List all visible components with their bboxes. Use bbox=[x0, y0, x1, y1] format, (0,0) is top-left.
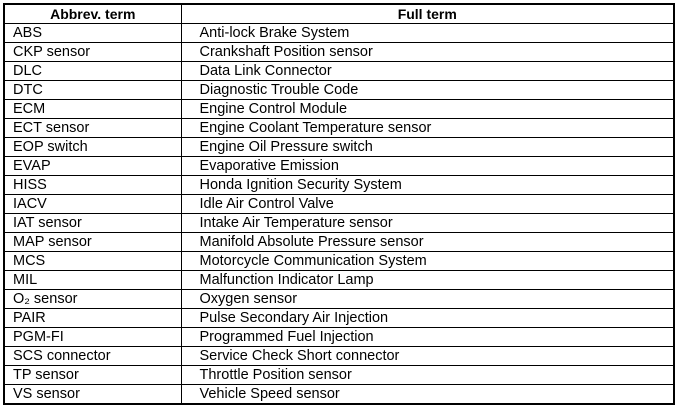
full-term-cell: Oxygen sensor bbox=[181, 290, 674, 309]
table-row bbox=[4, 366, 674, 385]
full-term-cell: Pulse Secondary Air Injection bbox=[181, 309, 674, 328]
table-row bbox=[4, 347, 674, 366]
header-abbrev-term: Abbrev. term bbox=[4, 4, 181, 24]
abbrev-cell: PGM-FI bbox=[4, 328, 181, 347]
full-term-cell: Vehicle Speed sensor bbox=[181, 385, 674, 405]
table-row bbox=[4, 100, 674, 119]
abbrev-cell: IACV bbox=[4, 195, 181, 214]
table-row bbox=[4, 81, 674, 100]
table-row bbox=[4, 62, 674, 81]
abbrev-cell: ABS bbox=[4, 24, 181, 43]
full-term-cell: Motorcycle Communication System bbox=[181, 252, 674, 271]
table-row bbox=[4, 119, 674, 138]
abbrev-cell: IAT sensor bbox=[4, 214, 181, 233]
abbrev-cell: ECT sensor bbox=[4, 119, 181, 138]
table-row bbox=[4, 252, 674, 271]
full-term-cell: Honda Ignition Security System bbox=[181, 176, 674, 195]
abbrev-cell: SCS connector bbox=[4, 347, 181, 366]
full-term-cell: Engine Oil Pressure switch bbox=[181, 138, 674, 157]
abbrev-cell: HISS bbox=[4, 176, 181, 195]
abbrev-cell: DTC bbox=[4, 81, 181, 100]
full-term-cell: Intake Air Temperature sensor bbox=[181, 214, 674, 233]
abbrev-cell: DLC bbox=[4, 62, 181, 81]
table-row bbox=[4, 43, 674, 62]
table-row bbox=[4, 176, 674, 195]
table-row bbox=[4, 328, 674, 347]
table-row bbox=[4, 271, 674, 290]
full-term-cell: Data Link Connector bbox=[181, 62, 674, 81]
full-term-cell: Anti-lock Brake System bbox=[181, 24, 674, 43]
table-row bbox=[4, 157, 674, 176]
full-term-cell: Malfunction Indicator Lamp bbox=[181, 271, 674, 290]
table-row bbox=[4, 24, 674, 43]
full-term-cell: Idle Air Control Valve bbox=[181, 195, 674, 214]
table-row bbox=[4, 290, 674, 309]
abbreviation-table bbox=[3, 3, 675, 405]
abbrev-cell: O₂ sensor bbox=[4, 290, 181, 309]
table-row bbox=[4, 385, 674, 405]
table-row bbox=[4, 138, 674, 157]
full-term-cell: Service Check Short connector bbox=[181, 347, 674, 366]
abbrev-cell: MAP sensor bbox=[4, 233, 181, 252]
abbrev-cell: VS sensor bbox=[4, 385, 181, 405]
abbrev-cell: ECM bbox=[4, 100, 181, 119]
full-term-cell: Engine Control Module bbox=[181, 100, 674, 119]
abbrev-cell: TP sensor bbox=[4, 366, 181, 385]
abbrev-cell: EOP switch bbox=[4, 138, 181, 157]
abbrev-cell: MCS bbox=[4, 252, 181, 271]
table-row bbox=[4, 195, 674, 214]
full-term-cell: Manifold Absolute Pressure sensor bbox=[181, 233, 674, 252]
full-term-cell: Evaporative Emission bbox=[181, 157, 674, 176]
abbrev-cell: CKP sensor bbox=[4, 43, 181, 62]
full-term-cell: Engine Coolant Temperature sensor bbox=[181, 119, 674, 138]
header-row bbox=[4, 4, 674, 24]
full-term-cell: Throttle Position sensor bbox=[181, 366, 674, 385]
abbrev-cell: PAIR bbox=[4, 309, 181, 328]
table-row bbox=[4, 309, 674, 328]
table-row bbox=[4, 233, 674, 252]
abbrev-cell: MIL bbox=[4, 271, 181, 290]
header-full-term: Full term bbox=[181, 4, 674, 24]
full-term-cell: Programmed Fuel Injection bbox=[181, 328, 674, 347]
table-row bbox=[4, 214, 674, 233]
abbrev-cell: EVAP bbox=[4, 157, 181, 176]
full-term-cell: Diagnostic Trouble Code bbox=[181, 81, 674, 100]
full-term-cell: Crankshaft Position sensor bbox=[181, 43, 674, 62]
